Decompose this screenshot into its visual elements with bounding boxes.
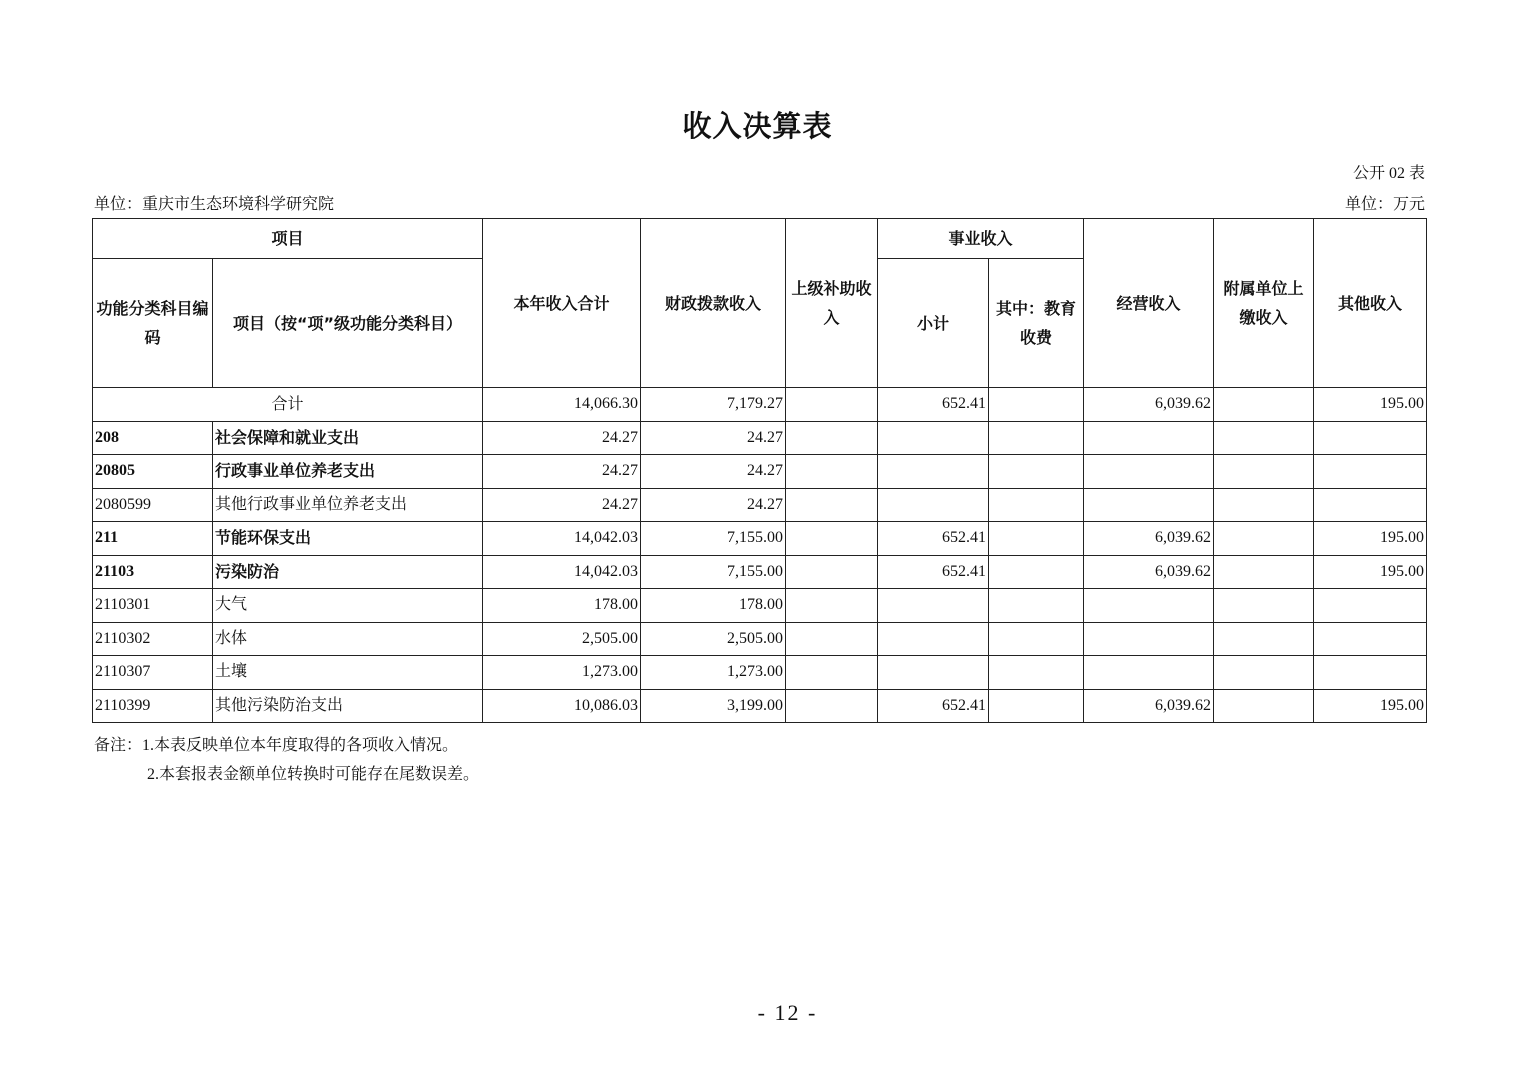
summary-fiscal: 7,179.27 bbox=[641, 388, 786, 422]
header-superior: 上级补助收入 bbox=[786, 219, 878, 388]
row-other: 195.00 bbox=[1314, 522, 1427, 556]
summary-operating: 6,039.62 bbox=[1084, 388, 1214, 422]
row-name: 其他污染防治支出 bbox=[213, 689, 483, 723]
note-line-1: 备注：1.本表反映单位本年度取得的各项收入情况。 bbox=[94, 737, 459, 754]
income-table bbox=[92, 218, 1427, 723]
row-fiscal: 2,505.00 bbox=[641, 622, 786, 656]
table-row bbox=[93, 421, 1427, 455]
header-code: 功能分类科目编码 bbox=[93, 259, 213, 388]
row-operating: 6,039.62 bbox=[1084, 689, 1214, 723]
row-other: 195.00 bbox=[1314, 555, 1427, 589]
row-fiscal: 1,273.00 bbox=[641, 656, 786, 690]
row-affiliated bbox=[1214, 689, 1314, 723]
row-operating bbox=[1084, 455, 1214, 489]
row-operating bbox=[1084, 421, 1214, 455]
row-fiscal: 7,155.00 bbox=[641, 522, 786, 556]
row-total: 10,086.03 bbox=[483, 689, 641, 723]
row-name: 节能环保支出 bbox=[213, 522, 483, 556]
row-total: 14,042.03 bbox=[483, 522, 641, 556]
row-education bbox=[989, 522, 1084, 556]
header-fiscal: 财政拨款收入 bbox=[641, 219, 786, 388]
row-education bbox=[989, 488, 1084, 522]
row-superior bbox=[786, 421, 878, 455]
row-other bbox=[1314, 589, 1427, 623]
row-name: 土壤 bbox=[213, 656, 483, 690]
table-notes bbox=[94, 731, 479, 789]
row-name: 行政事业单位养老支出 bbox=[213, 455, 483, 489]
row-total: 24.27 bbox=[483, 488, 641, 522]
summary-subtotal: 652.41 bbox=[878, 388, 989, 422]
row-other bbox=[1314, 622, 1427, 656]
row-superior bbox=[786, 488, 878, 522]
row-operating bbox=[1084, 589, 1214, 623]
row-fiscal: 7,155.00 bbox=[641, 555, 786, 589]
row-name: 其他行政事业单位养老支出 bbox=[213, 488, 483, 522]
row-code: 20805 bbox=[93, 455, 213, 489]
row-fiscal: 178.00 bbox=[641, 589, 786, 623]
row-affiliated bbox=[1214, 555, 1314, 589]
row-superior bbox=[786, 555, 878, 589]
row-fiscal: 24.27 bbox=[641, 421, 786, 455]
row-total: 24.27 bbox=[483, 455, 641, 489]
row-code: 2080599 bbox=[93, 488, 213, 522]
note-line-2: 2.本套报表金额单位转换时可能存在尾数误差。 bbox=[147, 766, 480, 783]
row-affiliated bbox=[1214, 455, 1314, 489]
row-code: 2110399 bbox=[93, 689, 213, 723]
row-name: 大气 bbox=[213, 589, 483, 623]
summary-education bbox=[989, 388, 1084, 422]
table-row bbox=[93, 589, 1427, 623]
row-subtotal: 652.41 bbox=[878, 689, 989, 723]
row-other bbox=[1314, 421, 1427, 455]
row-superior bbox=[786, 656, 878, 690]
row-superior bbox=[786, 622, 878, 656]
row-education bbox=[989, 689, 1084, 723]
row-other: 195.00 bbox=[1314, 689, 1427, 723]
row-other bbox=[1314, 656, 1427, 690]
currency-unit: 单位：万元 bbox=[1344, 196, 1425, 213]
row-subtotal bbox=[878, 455, 989, 489]
header-other: 其他收入 bbox=[1314, 219, 1427, 388]
row-other bbox=[1314, 455, 1427, 489]
row-code: 2110307 bbox=[93, 656, 213, 690]
row-subtotal: 652.41 bbox=[878, 522, 989, 556]
row-affiliated bbox=[1214, 421, 1314, 455]
row-fiscal: 24.27 bbox=[641, 488, 786, 522]
table-row bbox=[93, 656, 1427, 690]
row-superior bbox=[786, 689, 878, 723]
row-education bbox=[989, 589, 1084, 623]
header-operating: 经营收入 bbox=[1084, 219, 1214, 388]
row-education bbox=[989, 455, 1084, 489]
table-row bbox=[93, 455, 1427, 489]
row-superior bbox=[786, 589, 878, 623]
row-education bbox=[989, 622, 1084, 656]
page-title: 收入决算表 bbox=[682, 109, 833, 143]
row-education bbox=[989, 656, 1084, 690]
row-subtotal bbox=[878, 589, 989, 623]
table-row bbox=[93, 689, 1427, 723]
row-superior bbox=[786, 455, 878, 489]
header-subtotal: 小计 bbox=[878, 259, 989, 388]
header-business-group: 事业收入 bbox=[878, 219, 1084, 259]
row-affiliated bbox=[1214, 656, 1314, 690]
row-total: 24.27 bbox=[483, 421, 641, 455]
row-total: 1,273.00 bbox=[483, 656, 641, 690]
summary-affiliated bbox=[1214, 388, 1314, 422]
form-number: 公开 02 表 bbox=[1352, 165, 1425, 182]
summary-row bbox=[93, 388, 1427, 422]
row-total: 2,505.00 bbox=[483, 622, 641, 656]
row-education bbox=[989, 421, 1084, 455]
table-row bbox=[93, 555, 1427, 589]
header-affiliated: 附属单位上缴收入 bbox=[1214, 219, 1314, 388]
row-total: 14,042.03 bbox=[483, 555, 641, 589]
row-name: 水体 bbox=[213, 622, 483, 656]
row-code: 211 bbox=[93, 522, 213, 556]
row-operating bbox=[1084, 622, 1214, 656]
row-education bbox=[989, 555, 1084, 589]
row-subtotal bbox=[878, 656, 989, 690]
row-code: 2110301 bbox=[93, 589, 213, 623]
header-total: 本年收入合计 bbox=[483, 219, 641, 388]
summary-label: 合计 bbox=[93, 388, 483, 422]
row-subtotal: 652.41 bbox=[878, 555, 989, 589]
header-item: 项目 bbox=[93, 219, 483, 259]
reporting-unit: 单位：重庆市生态环境科学研究院 bbox=[94, 196, 335, 213]
header-name: 项目（按“项”级功能分类科目） bbox=[213, 259, 483, 388]
row-code: 2110302 bbox=[93, 622, 213, 656]
row-fiscal: 24.27 bbox=[641, 455, 786, 489]
row-name: 污染防治 bbox=[213, 555, 483, 589]
row-other bbox=[1314, 488, 1427, 522]
row-affiliated bbox=[1214, 589, 1314, 623]
row-fiscal: 3,199.00 bbox=[641, 689, 786, 723]
table-row bbox=[93, 522, 1427, 556]
row-affiliated bbox=[1214, 488, 1314, 522]
header-education: 其中：教育收费 bbox=[989, 259, 1084, 388]
row-total: 178.00 bbox=[483, 589, 641, 623]
row-subtotal bbox=[878, 488, 989, 522]
row-code: 21103 bbox=[93, 555, 213, 589]
row-superior bbox=[786, 522, 878, 556]
summary-other: 195.00 bbox=[1314, 388, 1427, 422]
page-number: - 12 - bbox=[757, 1000, 818, 1025]
table-row bbox=[93, 488, 1427, 522]
row-operating: 6,039.62 bbox=[1084, 522, 1214, 556]
row-affiliated bbox=[1214, 522, 1314, 556]
table-row bbox=[93, 622, 1427, 656]
row-subtotal bbox=[878, 622, 989, 656]
row-subtotal bbox=[878, 421, 989, 455]
row-affiliated bbox=[1214, 622, 1314, 656]
row-name: 社会保障和就业支出 bbox=[213, 421, 483, 455]
row-operating bbox=[1084, 656, 1214, 690]
summary-superior bbox=[786, 388, 878, 422]
row-operating bbox=[1084, 488, 1214, 522]
summary-total: 14,066.30 bbox=[483, 388, 641, 422]
row-operating: 6,039.62 bbox=[1084, 555, 1214, 589]
row-code: 208 bbox=[93, 421, 213, 455]
